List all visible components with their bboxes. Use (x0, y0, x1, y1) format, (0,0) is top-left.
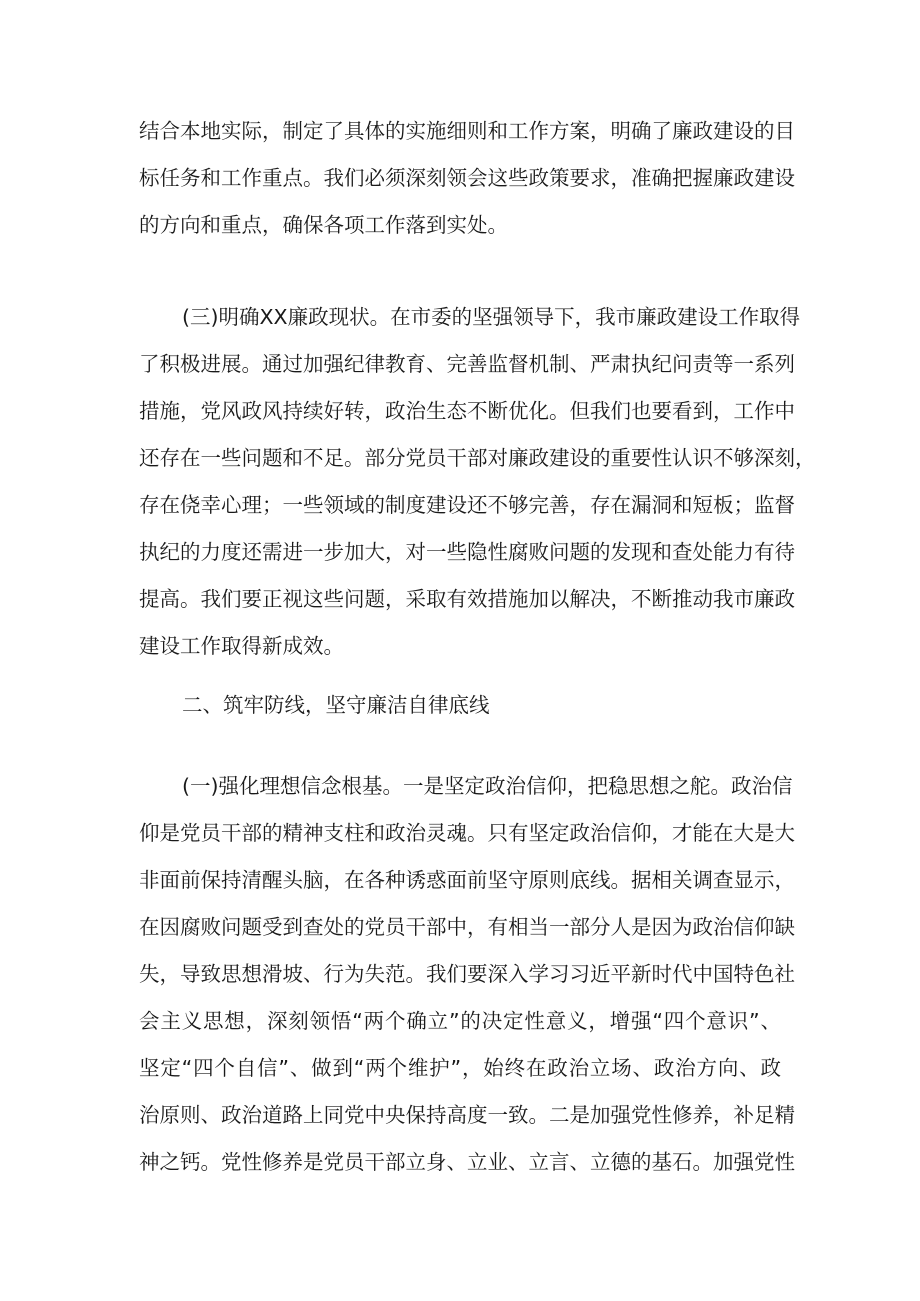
p3-line-1: (一)强化理想信念根基。一是坚定政治信仰，把稳思想之舵。政治信 (182, 774, 793, 798)
p2-line-6: 执纪的力度还需进一步加大，对一些隐性腐败问题的发现和查处能力有待 (139, 540, 795, 564)
p1-line-3: 的方向和重点，确保各项工作落到实处。 (139, 213, 508, 237)
p2-line-2: 了积极进展。通过加强纪律教育、完善监督机制、严肃执纪问责等一系列 (139, 352, 795, 376)
p3-line-7: 坚定“四个自信”、做到“两个维护”，始终在政治立场、政治方向、政 (139, 1056, 781, 1080)
p3-line-9: 神之钙。党性修养是党员干部立身、立业、立言、立德的基石。加强党性 (139, 1150, 795, 1174)
p2-line-5: 存在侥幸心理；一些领域的制度建设还不够完善，存在漏洞和短板；监督 (139, 493, 795, 517)
p2-line-3: 措施，党风政风持续好转，政治生态不断优化。但我们也要看到，工作中 (139, 399, 795, 423)
p3-line-2: 仰是党员干部的精神支柱和政治灵魂。只有坚定政治信仰，才能在大是大 (139, 821, 795, 845)
section-heading: 二、筑牢防线，坚守廉洁自律底线 (182, 693, 490, 717)
p2-line-1: (三)明确XX廉政现状。在市委的坚强领导下，我市廉政建设工作取得 (182, 305, 801, 329)
p1-line-2: 标任务和工作重点。我们必须深刻领会这些政策要求，准确把握廉政建设 (139, 166, 795, 190)
p3-line-5: 失，导致思想滑坡、行为失范。我们要深入学习习近平新时代中国特色社 (139, 962, 795, 986)
p3-line-8: 治原则、政治道路上同党中央保持高度一致。二是加强党性修养，补足精 (139, 1103, 795, 1127)
p3-line-3: 非面前保持清醒头脑，在各种诱惑面前坚守原则底线。据相关调查显示， (139, 868, 795, 892)
p2-line-8: 建设工作取得新成效。 (139, 634, 344, 658)
p2-line-4: 还存在一些问题和不足。部分党员干部对廉政建设的重要性认识不够深刻， (139, 446, 816, 470)
p1-line-1: 结合本地实际，制定了具体的实施细则和工作方案，明确了廉政建设的目 (139, 119, 795, 143)
p3-line-6: 会主义思想，深刻领悟“两个确立”的决定性意义，增强“四个意识”、 (139, 1009, 781, 1033)
p2-line-7: 提高。我们要正视这些问题，采取有效措施加以解决，不断推动我市廉政 (139, 587, 795, 611)
p3-line-4: 在因腐败问题受到查处的党员干部中，有相当一部分人是因为政治信仰缺 (139, 915, 795, 939)
